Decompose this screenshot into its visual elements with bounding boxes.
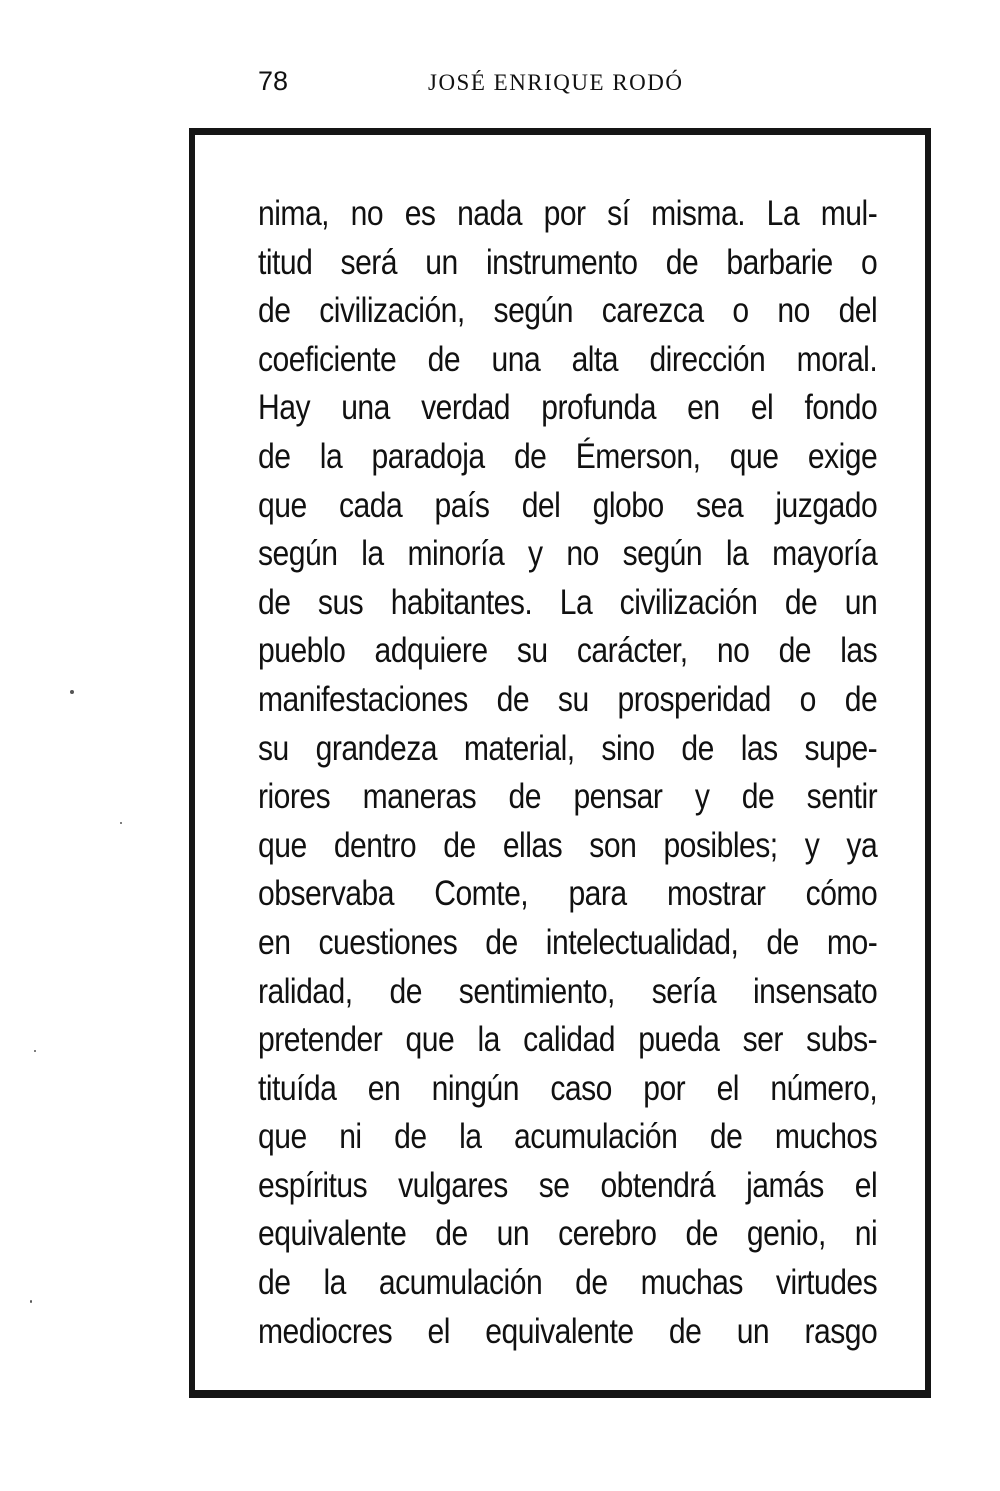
text-line: tituída en ningún caso por el número, (258, 1068, 878, 1108)
text-line: nima, no es nada por sí misma. La mul- (258, 194, 878, 233)
text-line: espíritus vulgares se obtendrá jamás el (258, 1165, 878, 1205)
text-line: su grandeza material, sino de las supe- (258, 728, 878, 768)
scan-speck (30, 1300, 32, 1303)
text-line: de la paradoja de Émerson, que exige (258, 436, 878, 476)
text-line: Hay una verdad profunda en el fondo (258, 388, 878, 428)
text-line: de civilización, según carezca o no del (258, 291, 878, 331)
scan-speck (120, 822, 122, 824)
text-line: que cada país del globo sea juzgado (258, 485, 878, 525)
text-line: ralidad, de sentimiento, sería insensato (258, 971, 878, 1011)
text-line: observaba Comte, para mostrar cómo (258, 874, 878, 914)
scan-speck (70, 690, 74, 694)
text-line: que ni de la acumulación de muchos (258, 1117, 878, 1157)
text-line: en cuestiones de intelectualidad, de mo- (258, 922, 878, 962)
page-number: 78 (258, 66, 289, 96)
text-line: de sus habitantes. La civilización de un (258, 582, 878, 622)
text-line: titud será un instrumento de barbarie o (258, 242, 878, 282)
text-line: pueblo adquiere su carácter, no de las (258, 631, 878, 671)
text-line: equivalente de un cerebro de genio, ni (258, 1214, 878, 1254)
body-text (258, 190, 878, 1356)
text-line: riores maneras de pensar y de sentir (258, 777, 878, 817)
text-line: mediocres el equivalente de un rasgo (258, 1311, 878, 1351)
text-line: que dentro de ellas son posibles; y ya (258, 825, 878, 865)
running-head (0, 66, 1000, 106)
text-line: pretender que la calidad pueda ser subs- (258, 1020, 878, 1060)
text-line: según la minoría y no según la mayoría (258, 534, 878, 574)
text-line: coeficiente de una alta dirección moral. (258, 339, 878, 379)
scan-speck (34, 1050, 36, 1052)
text-line: de la acumulación de muchas virtudes (258, 1263, 878, 1303)
running-head-author: JOSÉ ENRIQUE RODÓ (428, 70, 684, 95)
text-line: manifestaciones de su prosperidad o de (258, 679, 878, 719)
